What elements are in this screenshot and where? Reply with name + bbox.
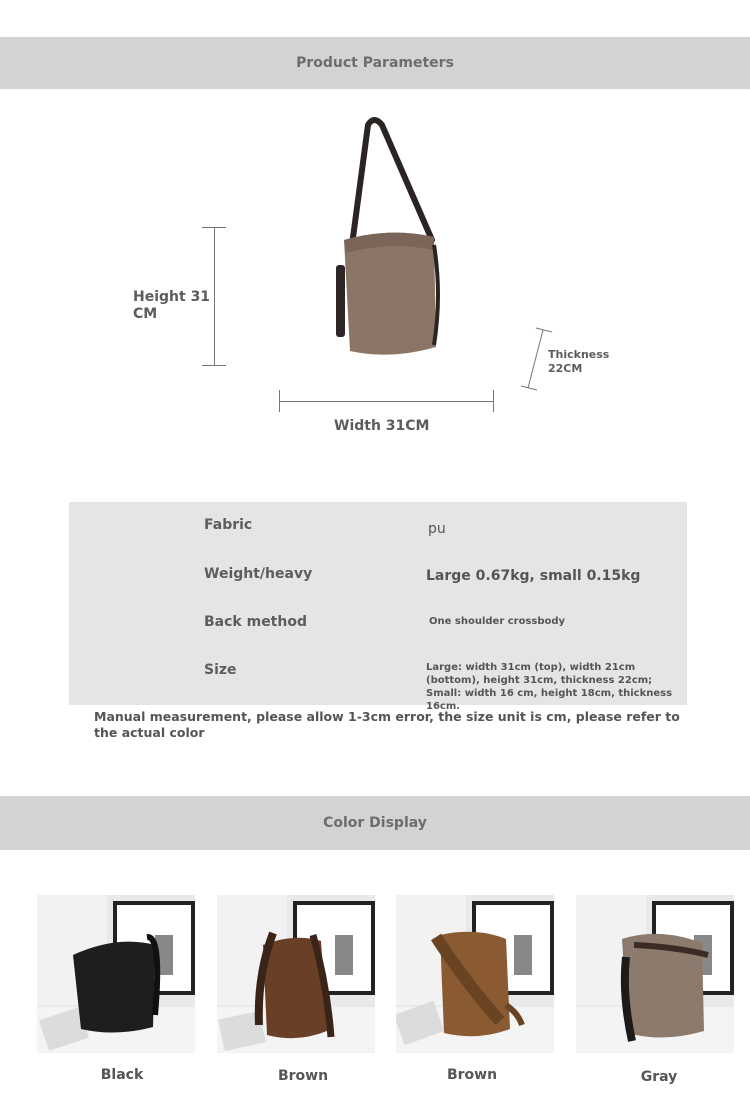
section-title: Color Display	[323, 815, 427, 831]
width-tick-left	[279, 390, 280, 412]
param-name-weight: Weight/heavy	[204, 566, 313, 582]
param-value-fabric: pu	[428, 521, 446, 537]
height-label: Height 31 CM	[133, 289, 211, 322]
width-line	[279, 401, 494, 402]
color-label-gray: Gray	[640, 1069, 678, 1085]
width-tick-right	[493, 390, 494, 412]
height-tick-top	[202, 227, 226, 228]
param-name-fabric: Fabric	[204, 517, 253, 533]
height-line	[214, 227, 215, 365]
measurement-note: Manual measurement, please allow 1-3cm error, the size unit is cm, please refer to the actual color	[94, 709, 680, 740]
color-photo-gray[interactable]	[576, 895, 734, 1053]
param-value-weight: Large 0.67kg, small 0.15kg	[426, 568, 641, 584]
color-photo-black[interactable]	[37, 895, 195, 1053]
param-value-size: Large: width 31cm (top), width 21cm (bottom), height 31cm, thickness 22cm; Small: width 16 cm, height 18cm, thickness 16cm.	[426, 662, 673, 712]
color-display-header	[0, 796, 750, 850]
color-label-brown-1: Brown	[277, 1068, 329, 1084]
product-parameters-header	[0, 37, 750, 89]
param-value-back-method: One shoulder crossbody	[429, 616, 566, 627]
section-title: Product Parameters	[296, 55, 454, 71]
color-label-brown-2: Brown	[446, 1067, 498, 1083]
thickness-label: Thickness 22CM	[548, 348, 610, 375]
width-label: Width 31CM	[334, 418, 430, 434]
color-photo-brown-1[interactable]	[217, 895, 375, 1053]
color-label-black: Black	[100, 1067, 144, 1083]
height-tick-bottom	[202, 365, 226, 366]
param-name-back-method: Back method	[204, 614, 307, 630]
param-name-size: Size	[204, 662, 237, 678]
bag-illustration	[330, 115, 445, 365]
bag-black	[73, 942, 155, 1033]
color-photo-brown-2[interactable]	[396, 895, 554, 1053]
